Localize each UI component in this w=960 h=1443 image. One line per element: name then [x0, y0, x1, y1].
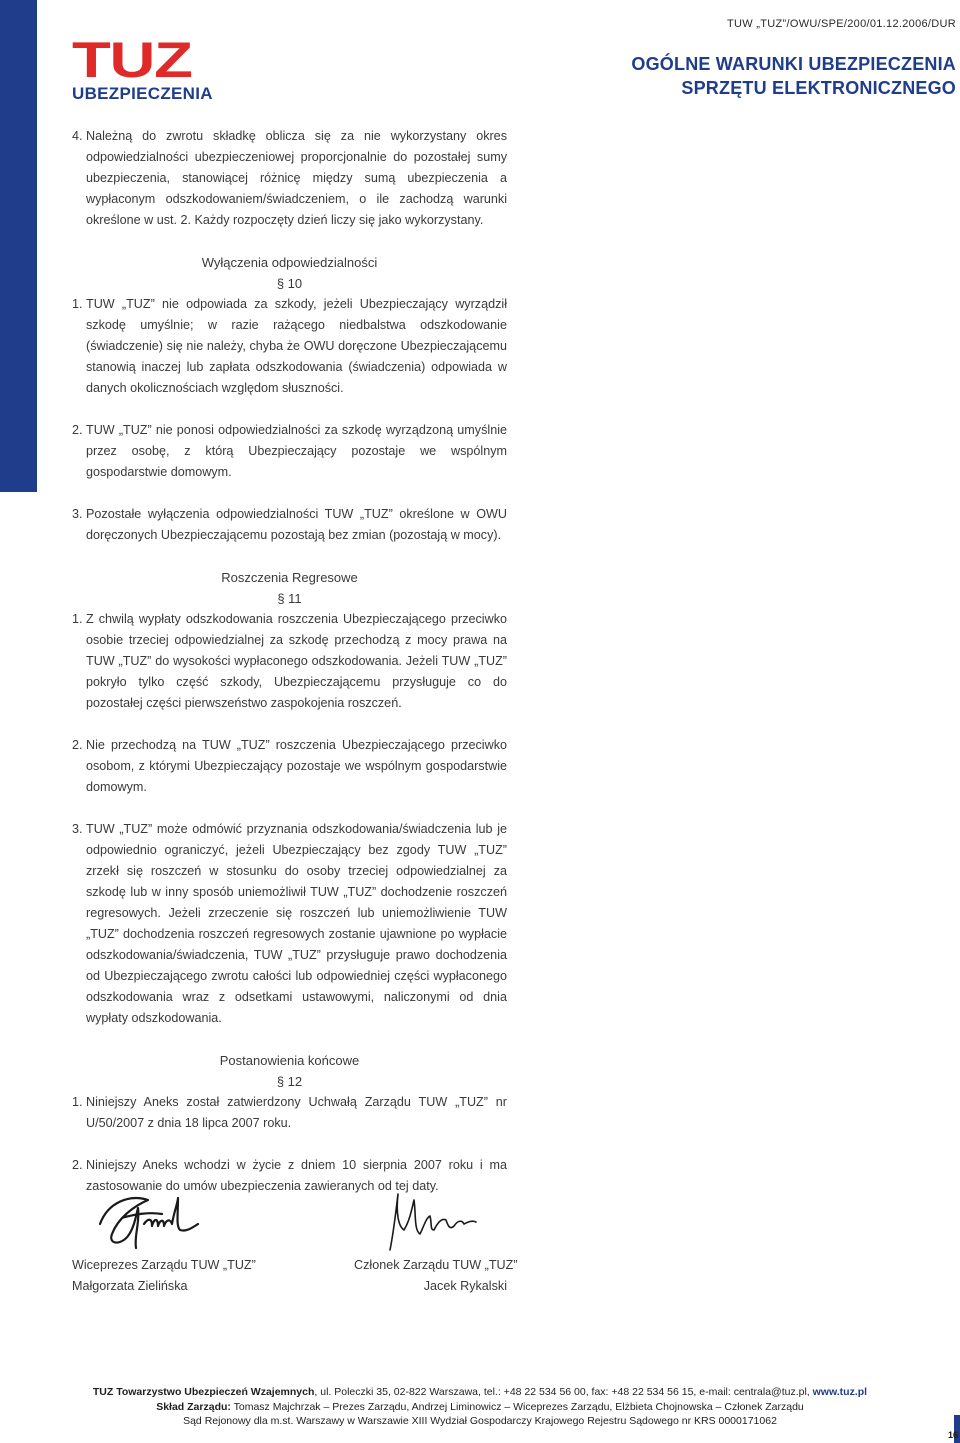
item-number: 1. [72, 612, 83, 626]
company-logo [72, 32, 232, 106]
item-text: TUW „TUZ” nie ponosi odpowiedzialności za szkodę wyrządzoną umyślnie przez osobę, z którą Ubezpieczający pozostaje we wspólnym gospodarstwie domowym. [86, 423, 507, 479]
document-reference: TUW „TUZ”/OWU/SPE/200/01.12.2006/DUR [726, 18, 956, 30]
footer-address: , ul. Poleczki 35, 02-822 Warszawa, tel.: +48 22 534 56 00, fax: +48 22 534 56 15, e-mail: centrala@tuz.pl, [314, 1386, 813, 1398]
intro-paragraph [72, 126, 507, 231]
footer-company-name: TUZ Towarzystwo Ubezpieczeń Wzajemnych [92, 1386, 315, 1398]
section-heading-final-provisions: Postanowienia końcowe [219, 1053, 360, 1068]
footer-board-members: Tomasz Majchrzak – Prezes Zarządu, Andrzej Liminowicz – Wiceprezes Zarządu, Elżbieta Chojnowska – Członek Zarządu [230, 1400, 804, 1413]
section-number-11: § 11 [277, 591, 302, 606]
signature-block-right [354, 1255, 518, 1297]
footer-board-line [0, 1400, 960, 1415]
document-title-line-1: OGÓLNE WARUNKI UBEZPIECZENIA [631, 54, 956, 74]
signature-right-image [386, 1190, 480, 1252]
document-body [72, 126, 507, 1197]
section-number-10: § 10 [276, 276, 303, 291]
signatory-role: Wiceprezes Zarządu TUW „TUZ” [72, 1258, 256, 1272]
item-text: TUW „TUZ” może odmówić przyznania odszkodowania/świadczenia lub je odpowiednio ograniczyć, jeżeli Ubezpieczający bez zgody TUW „TUZ” zrzekł się roszczeń w stosunku do osoby trzeciej odpowiedzialnej za szkodę lub w inny sposób uniemożliwił TUW „TUZ” dochodzenie roszczeń regresowych. Jeżeli zrzeczenie się roszczeń lub uniemożliwienie TUW „TUZ” dochodzenia roszczeń regresowych zostanie ujawnione po wypłacie odszkodowania/świadczenia, TUW „TUZ” przysługuje prawo dochodzenia od Ubezpieczającego zwrotu całości lub odpowiedniej części wypłaconego odszkodowania wraz z odsetkami ustawowymi, naliczonymi od dnia wypłaty odszkodowania. [86, 822, 507, 1025]
document-title-line-2: SPRZĘTU ELEKTRONICZNEGO [681, 78, 956, 98]
logo-subtitle: UBEZPIECZENIA [72, 84, 213, 103]
item-number: 3. [72, 507, 83, 521]
page-footer [0, 1385, 960, 1429]
signatory-name: Jacek Rykalski [423, 1279, 507, 1293]
list-item [72, 420, 507, 483]
paragraph-text: Należną do zwrotu składkę oblicza się za nie wykorzystany okres odpowiedzialności ubezpieczeniowej proporcjonalnie do pozostałej sumy ubezpieczenia, stanowiącej różnicę między sumą ubezpieczenia a wypłaconym odszkodowaniem/świadczeniem, o ile zachodzą warunki określone w ust. 2. Każdy rozpoczęty dzień liczy się jako wykorzystany. [86, 129, 507, 227]
section-heading-recourse: Roszczenia Regresowe [221, 570, 358, 585]
item-number: 1. [72, 1095, 83, 1109]
item-text: Niniejszy Aneks został zatwierdzony Uchwałą Zarządu TUW „TUZ” nr U/50/2007 z dnia 18 lipca 2007 roku. [86, 1095, 507, 1130]
section-number-12: § 12 [276, 1074, 303, 1089]
list-item [72, 609, 507, 714]
footer-company-line [0, 1385, 960, 1400]
item-text: Z chwilą wypłaty odszkodowania roszczenia Ubezpieczającego przeciwko osobie trzeciej odpowiedzialnej za szkodę przechodzą z mocy prawa na TUW „TUZ” do wysokości wypłaconego odszkodowania. Jeżeli TUW „TUZ” pokryło tylko część szkody, Ubezpieczającemu przysługuje co do pozostałej części pierwszeństwo zaspokojenia roszczeń. [86, 612, 507, 710]
footer-website-link[interactable]: www.tuz.pl [812, 1386, 868, 1398]
list-item [72, 504, 507, 546]
list-item [72, 819, 507, 1029]
item-number: 2. [72, 423, 83, 437]
signature-block-left [72, 1255, 256, 1297]
side-accent-bar [0, 0, 37, 492]
signatory-name: Małgorzata Zielińska [72, 1279, 188, 1293]
list-item [72, 294, 507, 399]
item-text: Nie przechodzą na TUW „TUZ” roszczenia Ubezpieczającego przeciwko osobom, z którymi Ubezpieczający pozostaje we wspólnym gospodarstwie domowym. [86, 738, 507, 794]
item-number: 3. [72, 822, 83, 836]
logo-mark: TUZ [72, 32, 192, 88]
item-number: 1. [72, 297, 83, 311]
document-title [631, 52, 956, 100]
item-number: 2. [72, 1158, 83, 1172]
list-item [72, 735, 507, 798]
signature-left-image [94, 1188, 202, 1256]
item-number: 2. [72, 738, 83, 752]
footer-board-label: Skład Zarządu: [156, 1400, 231, 1413]
item-text: Pozostałe wyłączenia odpowiedzialności TUW „TUZ” określone w OWU doręczonych Ubezpieczającemu pozostają bez zmian (pozostają w mocy). [86, 507, 507, 542]
paragraph-number: 4. [72, 129, 83, 143]
list-item [72, 1092, 507, 1134]
section-heading-exclusions: Wyłączenia odpowiedzialności [201, 255, 378, 270]
page-number: 16 [947, 1430, 958, 1440]
item-text: Niniejszy Aneks wchodzi w życie z dniem 10 sierpnia 2007 roku i ma zastosowanie do umów ubezpieczenia zawieranych od tej daty. [86, 1158, 507, 1193]
footer-court-registration: Sąd Rejonowy dla m.st. Warszawy w Warszawie XIII Wydział Gospodarczy Krajowego Rejestru Sądowego nr KRS 0000171062 [183, 1415, 777, 1427]
item-text: TUW „TUZ” nie odpowiada za szkody, jeżeli Ubezpieczający wyrządził szkodę umyślnie; w razie rażącego niedbalstwa odszkodowanie (świadczenie) się nie należy, chyba że OWU doręczone Ubezpieczającemu stanowią inaczej lub zapłata odszkodowania (świadczenia) odpowiada w danych okolicznościach względom słuszności. [86, 297, 507, 395]
signatory-role: Członek Zarządu TUW „TUZ” [354, 1258, 518, 1272]
